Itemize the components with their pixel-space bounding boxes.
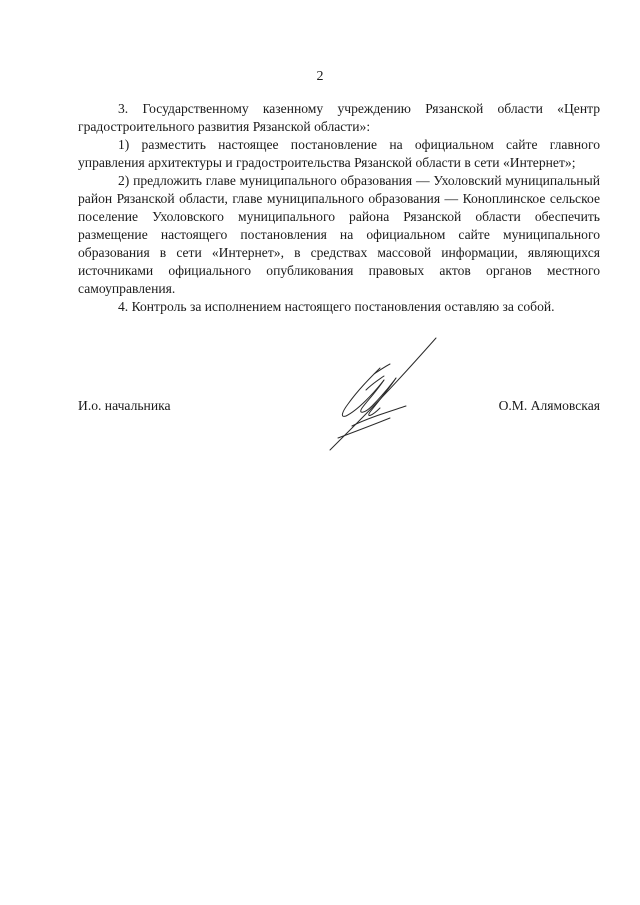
- page-number: 2: [316, 69, 324, 84]
- paragraph-3-2: 2) предложить главе муниципального образования — Ухоловский муниципальный район Рязанской области, главе муниципального образования — Коноплинское сельское поселение Ухоловского муниципального района Рязанской области обеспечить размещение настоящего постановления на официальном сайте муниципального образования в сети «Интернет», в средствах массовой информации, являющихся источниками официального опубликования правовых актов органов местного самоуправления.: [78, 173, 600, 296]
- paragraph-4: 4. Контроль за исполнением настоящего постановления оставляю за собой.: [118, 299, 555, 314]
- signatory-name: О.М. Алямовская: [498, 398, 600, 413]
- signatory-position: И.о. начальника: [78, 398, 171, 413]
- handwritten-signature: [318, 334, 448, 464]
- paragraph-3-1: 1) разместить настоящее постановление на официальном сайте главного управления архитектуры и градостроительства Рязанской области в сети «Интернет»;: [78, 137, 600, 170]
- paragraph-3: 3. Государственному казенному учреждению Рязанской области «Центр градостроительного развития Рязанской области»:: [78, 101, 600, 134]
- document-body: [78, 100, 600, 316]
